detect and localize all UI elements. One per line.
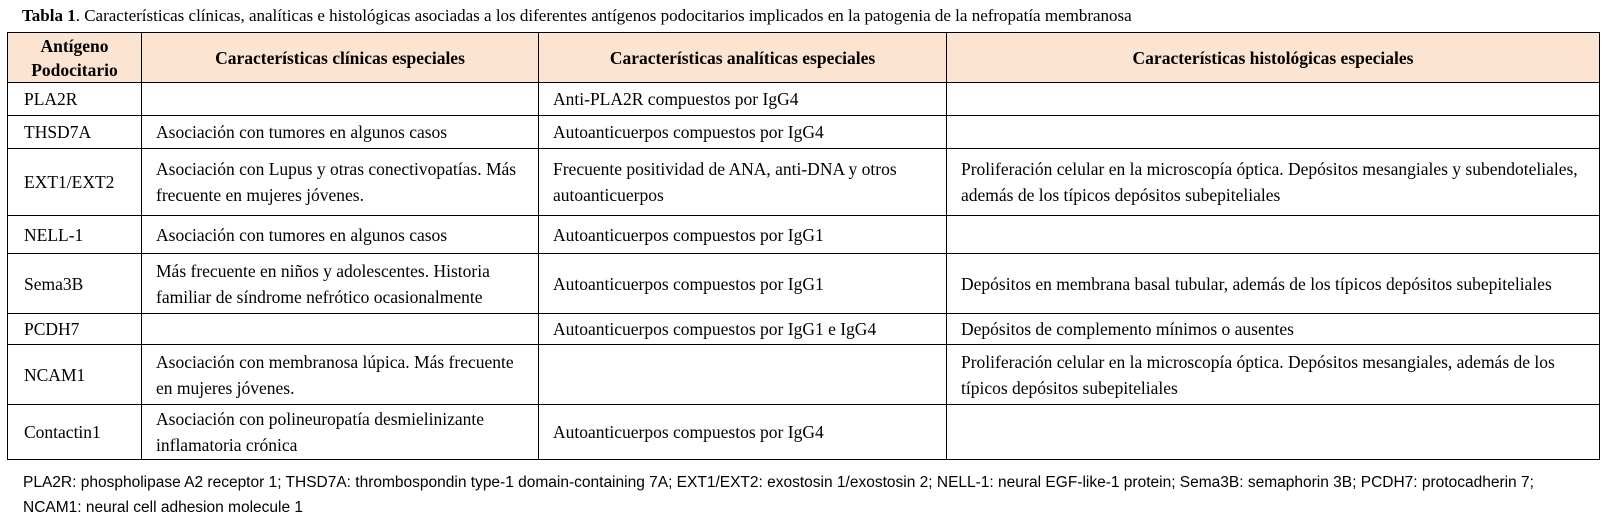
cell-clinical: Más frecuente en niños y adolescentes. Historia familiar de síndrome nefrótico ocasionalmente: [142, 254, 539, 314]
cell-histological: [947, 83, 1600, 116]
table-caption: [22, 6, 1132, 26]
cell-antigen: PCDH7: [8, 314, 142, 345]
cell-antigen: NELL-1: [8, 216, 142, 254]
cell-analytical: Autoanticuerpos compuestos por IgG4: [539, 116, 947, 149]
cell-clinical: Asociación con tumores en algunos casos: [142, 116, 539, 149]
table-header-row: [8, 33, 1600, 83]
cell-clinical: Asociación con tumores en algunos casos: [142, 216, 539, 254]
cell-analytical: Autoanticuerpos compuestos por IgG4: [539, 405, 947, 460]
cell-analytical: Frecuente positividad de ANA, anti-DNA y otros autoanticuerpos: [539, 149, 947, 216]
table-row: [8, 116, 1600, 149]
cell-histological: Proliferación celular en la microscopía óptica. Depósitos mesangiales y subendoteliales, además de los típicos depósitos subepiteliales: [947, 149, 1600, 216]
cell-antigen: THSD7A: [8, 116, 142, 149]
cell-analytical: Anti-PLA2R compuestos por IgG4: [539, 83, 947, 116]
table-row: [8, 83, 1600, 116]
table-row: [8, 405, 1600, 460]
table-row: [8, 149, 1600, 216]
cell-histological: Depósitos de complemento mínimos o ausentes: [947, 314, 1600, 345]
cell-antigen: Sema3B: [8, 254, 142, 314]
cell-clinical: [142, 83, 539, 116]
cell-histological: [947, 405, 1600, 460]
header-histological: Características histológicas especiales: [947, 33, 1600, 83]
caption-label: Tabla 1: [22, 6, 76, 25]
cell-clinical: Asociación con Lupus y otras conectivopatías. Más frecuente en mujeres jóvenes.: [142, 149, 539, 216]
table-row: [8, 216, 1600, 254]
cell-histological: Proliferación celular en la microscopía óptica. Depósitos mesangiales, además de los típicos depósitos subepiteliales: [947, 345, 1600, 405]
cell-antigen: PLA2R: [8, 83, 142, 116]
cell-clinical: Asociación con polineuropatía desmielinizante inflamatoria crónica: [142, 405, 539, 460]
cell-histological: [947, 116, 1600, 149]
cell-antigen: NCAM1: [8, 345, 142, 405]
table-footnote: PLA2R: phospholipase A2 receptor 1; THSD7A: thrombospondin type-1 domain-containing 7A; EXT1/EXT2: exostosin 1/exostosin 2; NELL-1: neural EGF-like-1 protein; Sema3B: semaphorin 3B; PCDH7: protocadherin 7; NCAM1: neural cell adhesion molecule 1: [23, 474, 1534, 516]
cell-analytical: Autoanticuerpos compuestos por IgG1: [539, 216, 947, 254]
header-antigen: Antígeno Podocitario: [8, 33, 142, 83]
table-row: [8, 345, 1600, 405]
header-analytical: Características analíticas especiales: [539, 33, 947, 83]
cell-histological: Depósitos en membrana basal tubular, además de los típicos depósitos subepiteliales: [947, 254, 1600, 314]
cell-clinical: [142, 314, 539, 345]
cell-antigen: Contactin1: [8, 405, 142, 460]
cell-clinical: Asociación con membranosa lúpica. Más frecuente en mujeres jóvenes.: [142, 345, 539, 405]
table-row: [8, 254, 1600, 314]
caption-text: . Características clínicas, analíticas e histológicas asociadas a los diferentes antígenos podocitarios implicados en la patogenia de la nefropatía membranosa: [75, 6, 1132, 25]
cell-analytical: [539, 345, 947, 405]
cell-antigen: EXT1/EXT2: [8, 149, 142, 216]
cell-analytical: Autoanticuerpos compuestos por IgG1: [539, 254, 947, 314]
antigen-table: [7, 32, 1600, 460]
table-row: [8, 314, 1600, 345]
cell-histological: [947, 216, 1600, 254]
cell-analytical: Autoanticuerpos compuestos por IgG1 e IgG4: [539, 314, 947, 345]
header-clinical: Características clínicas especiales: [142, 33, 539, 83]
